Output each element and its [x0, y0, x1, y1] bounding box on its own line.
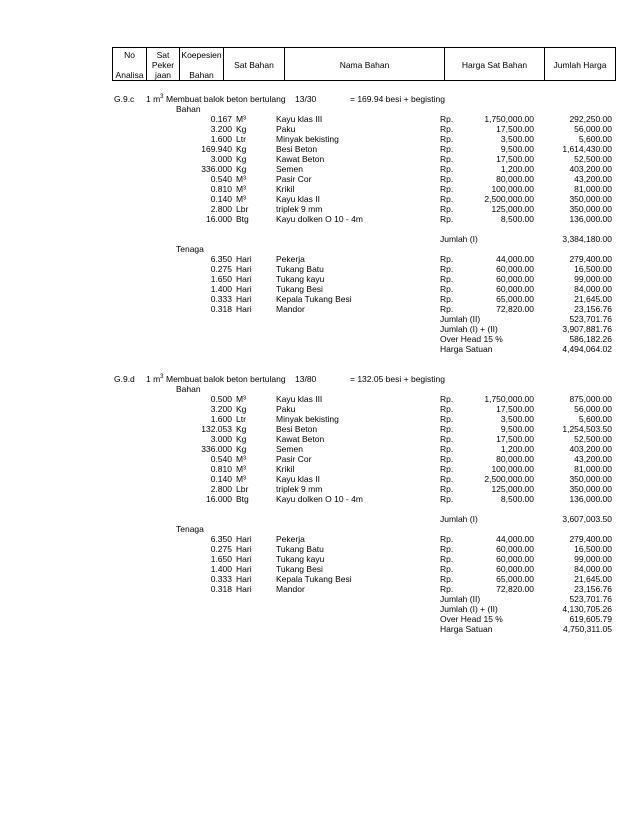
row-koefisien: 3.200 — [210, 124, 232, 134]
row-currency: Rp. — [440, 154, 454, 164]
row-currency: Rp. — [440, 174, 454, 184]
row-item-name: Mandor — [276, 304, 305, 314]
qty-exponent: 3 — [160, 94, 164, 100]
header-jaan-label: jaan — [154, 70, 172, 80]
row-currency: Rp. — [440, 214, 454, 224]
row-currency: Rp. — [440, 144, 454, 154]
row-unit-price: 8,500.00 — [500, 214, 534, 224]
harga-satuan-label: Harga Satuan — [440, 624, 493, 634]
row-unit-price: 60,000.00 — [496, 264, 534, 274]
row-item-name: Minyak bekisting — [276, 134, 339, 144]
row-total-price: 56,000.00 — [574, 404, 612, 414]
row-unit-price: 65,000.00 — [496, 294, 534, 304]
row-item-name: Kawat Beton — [276, 154, 325, 164]
row-unit: Kg — [236, 154, 247, 164]
row-total-price: 52,500.00 — [574, 154, 612, 164]
row-currency: Rp. — [440, 204, 454, 214]
row-total-price: 52,500.00 — [574, 434, 612, 444]
row-unit-price: 80,000.00 — [496, 454, 534, 464]
row-unit: Btg — [236, 214, 249, 224]
row-currency: Rp. — [440, 574, 454, 584]
row-koefisien: 1.600 — [210, 414, 232, 424]
header-harga-sat-bahan — [445, 48, 545, 80]
row-unit: Kg — [236, 144, 247, 154]
row-unit-price: 60,000.00 — [496, 544, 534, 554]
row-unit-price: 1,750,000.00 — [484, 394, 534, 404]
row-total-price: 23,156.76 — [574, 584, 612, 594]
row-unit: Hari — [236, 264, 252, 274]
bahan-label: Bahan — [176, 384, 201, 394]
row-total-price: 99,000.00 — [574, 274, 612, 284]
row-total-price: 5,600.00 — [578, 414, 612, 424]
row-unit: M³ — [236, 194, 246, 204]
row-total-price: 1,254,503.50 — [562, 424, 612, 434]
row-koefisien: 1.650 — [210, 274, 232, 284]
row-total-price: 84,000.00 — [574, 284, 612, 294]
row-koefisien: 6.350 — [210, 254, 232, 264]
tenaga-label: Tenaga — [176, 244, 204, 254]
row-unit: Hari — [236, 574, 252, 584]
row-currency: Rp. — [440, 184, 454, 194]
row-total-price: 81,000.00 — [574, 464, 612, 474]
row-unit: Hari — [236, 254, 252, 264]
row-unit-price: 2,500,000.00 — [484, 474, 534, 484]
row-koefisien: 0.810 — [210, 184, 232, 194]
row-item-name: Kepala Tukang Besi — [276, 294, 352, 304]
row-item-name: Krikil — [276, 464, 295, 474]
row-unit: M³ — [236, 464, 246, 474]
row-koefisien: 0.333 — [210, 294, 232, 304]
row-unit: Hari — [236, 304, 252, 314]
row-unit-price: 3,500.00 — [500, 414, 534, 424]
row-unit: M³ — [236, 394, 246, 404]
overhead-value: 619,605.79 — [569, 614, 612, 624]
row-unit-price: 100,000.00 — [491, 184, 534, 194]
row-unit-price: 9,500.00 — [500, 424, 534, 434]
header-peker-label: Peker — [151, 60, 175, 70]
row-unit: Hari — [236, 284, 252, 294]
row-total-price: 403,200.00 — [569, 164, 612, 174]
row-currency: Rp. — [440, 304, 454, 314]
section-code: G.9.c — [114, 94, 135, 104]
row-koefisien: 1.400 — [210, 564, 232, 574]
row-total-price: 56,000.00 — [574, 124, 612, 134]
section-besi: = 132.05 besi + begisting — [350, 374, 445, 384]
section-ratio: 13/80 — [295, 374, 317, 384]
row-unit: Lbr — [236, 484, 249, 494]
qty-value: 1 m — [146, 374, 161, 384]
row-currency: Rp. — [440, 404, 454, 414]
row-currency: Rp. — [440, 544, 454, 554]
row-currency: Rp. — [440, 484, 454, 494]
row-koefisien: 0.318 — [210, 584, 232, 594]
row-koefisien: 169.940 — [201, 144, 232, 154]
row-unit: Kg — [236, 404, 247, 414]
row-total-price: 279,400.00 — [569, 534, 612, 544]
row-total-price: 1,614,430.00 — [562, 144, 612, 154]
jumlah-i-ii-value: 3,907,881.76 — [562, 324, 612, 334]
row-koefisien: 6.350 — [210, 534, 232, 544]
header-nama-bahan — [285, 48, 445, 80]
row-koefisien: 0.275 — [210, 544, 232, 554]
row-unit: M³ — [236, 114, 246, 124]
row-koefisien: 0.140 — [210, 474, 232, 484]
row-unit: Hari — [236, 554, 252, 564]
row-koefisien: 0.810 — [210, 464, 232, 474]
row-koefisien: 0.275 — [210, 264, 232, 274]
row-item-name: Kepala Tukang Besi — [276, 574, 352, 584]
jumlah-i-label: Jumlah (I) — [440, 234, 478, 244]
bahan-label: Bahan — [176, 104, 201, 114]
harga-satuan-value: 4,750,311.05 — [563, 624, 612, 634]
row-unit-price: 80,000.00 — [496, 174, 534, 184]
jumlah-ii-label: Jumlah (II) — [440, 594, 481, 604]
row-total-price: 23,156.76 — [574, 304, 612, 314]
row-total-price: 99,000.00 — [574, 554, 612, 564]
row-unit: Kg — [236, 424, 247, 434]
row-item-name: Kayu dolken O 10 - 4m — [276, 214, 363, 224]
row-total-price: 84,000.00 — [574, 564, 612, 574]
row-currency: Rp. — [440, 274, 454, 284]
row-item-name: Tukang Besi — [276, 284, 323, 294]
row-currency: Rp. — [440, 494, 454, 504]
row-currency: Rp. — [440, 474, 454, 484]
row-total-price: 136,000.00 — [569, 494, 612, 504]
row-total-price: 5,600.00 — [578, 134, 612, 144]
row-unit: M³ — [236, 174, 246, 184]
row-koefisien: 16.000 — [206, 494, 232, 504]
row-item-name: Tukang Batu — [276, 544, 324, 554]
row-unit-price: 1,200.00 — [500, 164, 534, 174]
row-unit: Ltr — [236, 414, 246, 424]
row-unit-price: 44,000.00 — [496, 254, 534, 264]
row-item-name: Tukang Batu — [276, 264, 324, 274]
row-item-name: Semen — [276, 164, 303, 174]
row-item-name: Minyak bekisting — [276, 414, 339, 424]
jumlah-i-value: 3,607,003.50 — [562, 514, 612, 524]
qty-exponent: 3 — [160, 374, 164, 380]
section-title: Membuat balok beton bertulang — [166, 374, 286, 384]
row-currency: Rp. — [440, 584, 454, 594]
row-unit-price: 3,500.00 — [500, 134, 534, 144]
row-unit: Hari — [236, 584, 252, 594]
header-bahan-label: Bahan — [189, 70, 214, 80]
row-unit-price: 100,000.00 — [491, 464, 534, 474]
row-total-price: 279,400.00 — [569, 254, 612, 264]
row-item-name: Kayu klas III — [276, 114, 323, 124]
row-item-name: Mandor — [276, 584, 305, 594]
section-code: G.9.d — [114, 374, 135, 384]
row-total-price: 43,200.00 — [574, 454, 612, 464]
row-item-name: Pasir Cor — [276, 454, 312, 464]
row-item-name: triplek 9 mm — [276, 484, 323, 494]
row-unit: Lbr — [236, 204, 249, 214]
overhead-label: Over Head 15 % — [440, 614, 503, 624]
row-unit: Hari — [236, 564, 252, 574]
row-total-price: 136,000.00 — [569, 214, 612, 224]
row-koefisien: 0.318 — [210, 304, 232, 314]
row-koefisien: 3.000 — [210, 154, 232, 164]
row-unit-price: 65,000.00 — [496, 574, 534, 584]
header-sat-bahan-label: Sat Bahan — [234, 60, 274, 70]
jumlah-i-value: 3,384,180.00 — [562, 234, 612, 244]
row-currency: Rp. — [440, 164, 454, 174]
row-unit: Kg — [236, 444, 247, 454]
row-total-price: 16,500.00 — [574, 264, 612, 274]
row-unit: Hari — [236, 544, 252, 554]
row-unit-price: 17,500.00 — [496, 124, 534, 134]
row-unit: Kg — [236, 164, 247, 174]
row-currency: Rp. — [440, 434, 454, 444]
row-unit-price: 72,820.00 — [496, 584, 534, 594]
row-koefisien: 0.540 — [210, 174, 232, 184]
header-sat-bahan — [224, 48, 285, 80]
row-currency: Rp. — [440, 124, 454, 134]
row-unit: Btg — [236, 494, 249, 504]
row-unit-price: 125,000.00 — [491, 484, 534, 494]
jumlah-ii-value: 523,701.76 — [569, 594, 612, 604]
header-koefisien-bahan — [180, 48, 224, 80]
row-unit: M³ — [236, 474, 246, 484]
row-koefisien: 0.140 — [210, 194, 232, 204]
row-item-name: Pekerja — [276, 254, 305, 264]
row-unit: Ltr — [236, 134, 246, 144]
jumlah-i-label: Jumlah (I) — [440, 514, 478, 524]
row-currency: Rp. — [440, 564, 454, 574]
row-total-price: 350,000.00 — [569, 474, 612, 484]
section-ratio: 13/30 — [295, 94, 317, 104]
row-unit-price: 1,750,000.00 — [484, 114, 534, 124]
header-jumlah-harga-label: Jumlah Harga — [553, 60, 607, 70]
row-koefisien: 1.650 — [210, 554, 232, 564]
harga-satuan-label: Harga Satuan — [440, 344, 493, 354]
row-koefisien: 0.167 — [210, 114, 232, 124]
row-item-name: Kayu klas II — [276, 474, 320, 484]
jumlah-i-ii-value: 4,130,705.26 — [562, 604, 612, 614]
header-sat-label: Sat — [156, 50, 170, 60]
row-total-price: 43,200.00 — [574, 174, 612, 184]
row-unit-price: 17,500.00 — [496, 434, 534, 444]
row-item-name: Paku — [276, 124, 296, 134]
header-jumlah-harga — [545, 48, 615, 80]
row-unit-price: 125,000.00 — [491, 204, 534, 214]
row-koefisien: 16.000 — [206, 214, 232, 224]
row-item-name: Paku — [276, 404, 296, 414]
row-unit-price: 72,820.00 — [496, 304, 534, 314]
row-unit: Hari — [236, 294, 252, 304]
row-currency: Rp. — [440, 114, 454, 124]
table-header — [112, 47, 616, 81]
row-koefisien: 336.000 — [201, 164, 232, 174]
row-unit-price: 60,000.00 — [496, 284, 534, 294]
section-qty — [146, 94, 164, 104]
row-item-name: Kayu klas II — [276, 194, 320, 204]
row-currency: Rp. — [440, 454, 454, 464]
row-unit: Hari — [236, 534, 252, 544]
row-currency: Rp. — [440, 134, 454, 144]
row-item-name: Kayu dolken O 10 - 4m — [276, 494, 363, 504]
section-besi: = 169.94 besi + begisting — [350, 94, 445, 104]
row-unit-price: 17,500.00 — [496, 154, 534, 164]
row-item-name: Tukang Besi — [276, 564, 323, 574]
row-unit-price: 17,500.00 — [496, 404, 534, 414]
row-unit-price: 60,000.00 — [496, 564, 534, 574]
row-koefisien: 0.333 — [210, 574, 232, 584]
row-koefisien: 2.800 — [210, 204, 232, 214]
jumlah-i-ii-label: Jumlah (I) + (II) — [440, 324, 498, 334]
row-currency: Rp. — [440, 294, 454, 304]
tenaga-label: Tenaga — [176, 524, 204, 534]
row-total-price: 292,250.00 — [569, 114, 612, 124]
row-unit: M³ — [236, 454, 246, 464]
qty-value: 1 m — [146, 94, 161, 104]
overhead-value: 586,182.26 — [569, 334, 612, 344]
row-koefisien: 1.600 — [210, 134, 232, 144]
row-total-price: 350,000.00 — [569, 194, 612, 204]
row-koefisien: 3.000 — [210, 434, 232, 444]
row-total-price: 403,200.00 — [569, 444, 612, 454]
row-total-price: 16,500.00 — [574, 544, 612, 554]
row-item-name: Tukang kayu — [276, 554, 325, 564]
jumlah-i-ii-label: Jumlah (I) + (II) — [440, 604, 498, 614]
row-total-price: 350,000.00 — [569, 484, 612, 494]
row-unit-price: 60,000.00 — [496, 554, 534, 564]
row-item-name: Besi Beton — [276, 144, 318, 154]
row-currency: Rp. — [440, 394, 454, 404]
row-koefisien: 1.400 — [210, 284, 232, 294]
row-koefisien: 336.000 — [201, 444, 232, 454]
header-no-analisa — [113, 48, 147, 80]
header-analisa-label: Analisa — [115, 70, 144, 80]
row-item-name: Besi Beton — [276, 424, 318, 434]
header-nama-bahan-label: Nama Bahan — [339, 60, 390, 70]
row-currency: Rp. — [440, 194, 454, 204]
harga-satuan-value: 4,494,064.02 — [562, 344, 612, 354]
row-total-price: 875,000.00 — [569, 394, 612, 404]
jumlah-ii-value: 523,701.76 — [569, 314, 612, 324]
row-currency: Rp. — [440, 264, 454, 274]
row-item-name: Tukang kayu — [276, 274, 325, 284]
row-item-name: Semen — [276, 444, 303, 454]
row-koefisien: 3.200 — [210, 404, 232, 414]
row-item-name: Pekerja — [276, 534, 305, 544]
row-total-price: 21,645.00 — [574, 574, 612, 584]
row-unit-price: 2,500,000.00 — [484, 194, 534, 204]
row-unit: M³ — [236, 184, 246, 194]
row-unit-price: 8,500.00 — [500, 494, 534, 504]
header-sat-pekerjaan — [147, 48, 180, 80]
row-total-price: 350,000.00 — [569, 204, 612, 214]
row-koefisien: 132.053 — [201, 424, 232, 434]
header-koepesien-label: Koepesien — [181, 50, 222, 60]
row-currency: Rp. — [440, 554, 454, 564]
row-item-name: Kawat Beton — [276, 434, 325, 444]
row-item-name: triplek 9 mm — [276, 204, 323, 214]
section-title: Membuat balok beton bertulang — [166, 94, 286, 104]
row-koefisien: 0.500 — [210, 394, 232, 404]
jumlah-ii-label: Jumlah (II) — [440, 314, 481, 324]
row-koefisien: 0.540 — [210, 454, 232, 464]
row-item-name: Pasir Cor — [276, 174, 312, 184]
row-unit: Kg — [236, 124, 247, 134]
row-currency: Rp. — [440, 464, 454, 474]
overhead-label: Over Head 15 % — [440, 334, 503, 344]
row-unit: Hari — [236, 274, 252, 284]
row-currency: Rp. — [440, 414, 454, 424]
row-unit-price: 44,000.00 — [496, 534, 534, 544]
row-currency: Rp. — [440, 254, 454, 264]
row-koefisien: 2.800 — [210, 484, 232, 494]
row-item-name: Kayu klas III — [276, 394, 323, 404]
row-currency: Rp. — [440, 424, 454, 434]
row-unit-price: 9,500.00 — [500, 144, 534, 154]
header-harga-sat-bahan-label: Harga Sat Bahan — [461, 60, 528, 70]
section-qty — [146, 374, 164, 384]
row-currency: Rp. — [440, 284, 454, 294]
row-currency: Rp. — [440, 534, 454, 544]
header-no-label: No — [124, 50, 135, 60]
row-unit-price: 1,200.00 — [500, 444, 534, 454]
row-unit: Kg — [236, 434, 247, 444]
row-total-price: 81,000.00 — [574, 184, 612, 194]
row-item-name: Krikil — [276, 184, 295, 194]
row-currency: Rp. — [440, 444, 454, 454]
row-unit-price: 60,000.00 — [496, 274, 534, 284]
row-total-price: 21,645.00 — [574, 294, 612, 304]
